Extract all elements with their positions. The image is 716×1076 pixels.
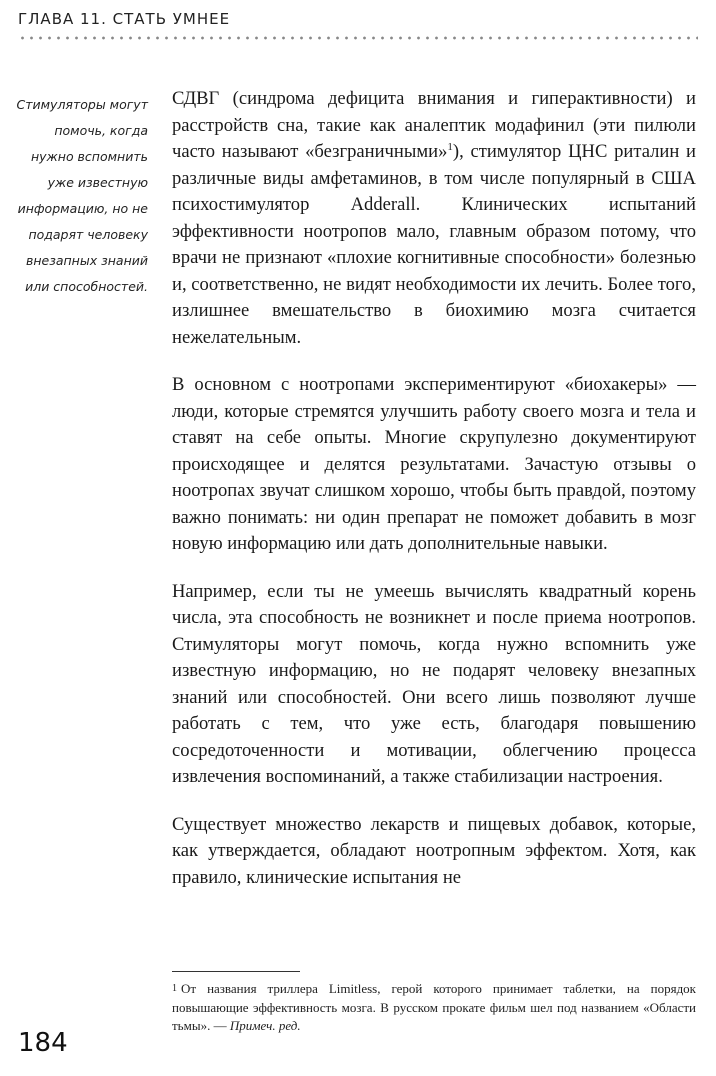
paragraph-1 xyxy=(172,86,696,351)
chapter-header: ГЛАВА 11. СТАТЬ УМНЕЕ xyxy=(18,10,231,28)
paragraph-1-part-a: СДВГ (синдрома дефицита внимания и гиперактивности) и расстройств сна, такие как аналептик модафинил (эти пилюли часто называют «безграничными» xyxy=(172,88,696,162)
footnote xyxy=(172,980,696,1036)
main-text xyxy=(172,86,696,912)
paragraph-1-part-b: ), стимулятор ЦНС риталин и различные виды амфетаминов, в том числе популярный в США психостимулятор Adderall. Клинических испытаний эффективности ноотропов мало, главным образом потому, что врачи не признают «плохие когнитивные способности» болезнью и, соответственно, не видят необходимости их лечить. Более того, излишнее вмешательство в биохимию мозга считается нежелательным. xyxy=(172,141,697,348)
footnote-credit: Примеч. ред. xyxy=(229,1018,301,1033)
footnote-ref: 1 xyxy=(447,140,453,153)
paragraph-3: Например, если ты не умеешь вычислять квадратный корень числа, эта способность не возникнет и после приема ноотропов. Стимуляторы могут помочь, когда нужно вспомнить уже известную информацию, но не подарят человеку внезапных знаний или способностей. Они всего лишь позволяют лучше работать с тем, что уже есть, благодаря повышению сосредоточенности и мотивации, облегчению процесса извлечения воспоминаний, а также стабилизации настроения. xyxy=(172,580,696,787)
footnote-rule xyxy=(172,971,300,972)
margin-pull-quote: Стимуляторы могут помочь, когда нужно вспомнить уже известную информацию, но не подарят человеку внезапных знаний или способностей. xyxy=(16,97,148,294)
paragraph-2: В основном с ноотропами экспериментируют «биохакеры» — люди, которые стремятся улучшить работу своего мозга и тела и ставят на себе опыты. Многие скрупулезно документируют происходящее и делятся результатами. Зачастую отзывы о ноотропах звучат слишком хорошо, чтобы быть правдой, поэтому важно понимать: ни один препарат не поможет добавить в мозг новую информацию или дать дополнительные навыки. xyxy=(172,374,696,554)
page-number: 184 xyxy=(18,1028,68,1058)
dotted-divider xyxy=(18,36,698,40)
paragraph-4: Существует множество лекарств и пищевых добавок, которые, как утверждается, обладают ноотропным эффектом. Хотя, как правило, клинические испытания не xyxy=(172,813,696,888)
footnote-text: От названия триллера Limitless, герой которого принимает таблетки, на порядок повышающие эффективность мозга. В русском прокате фильм шел под названием «Области тьмы». — xyxy=(172,981,696,1033)
footnote-number: 1 xyxy=(172,983,177,994)
